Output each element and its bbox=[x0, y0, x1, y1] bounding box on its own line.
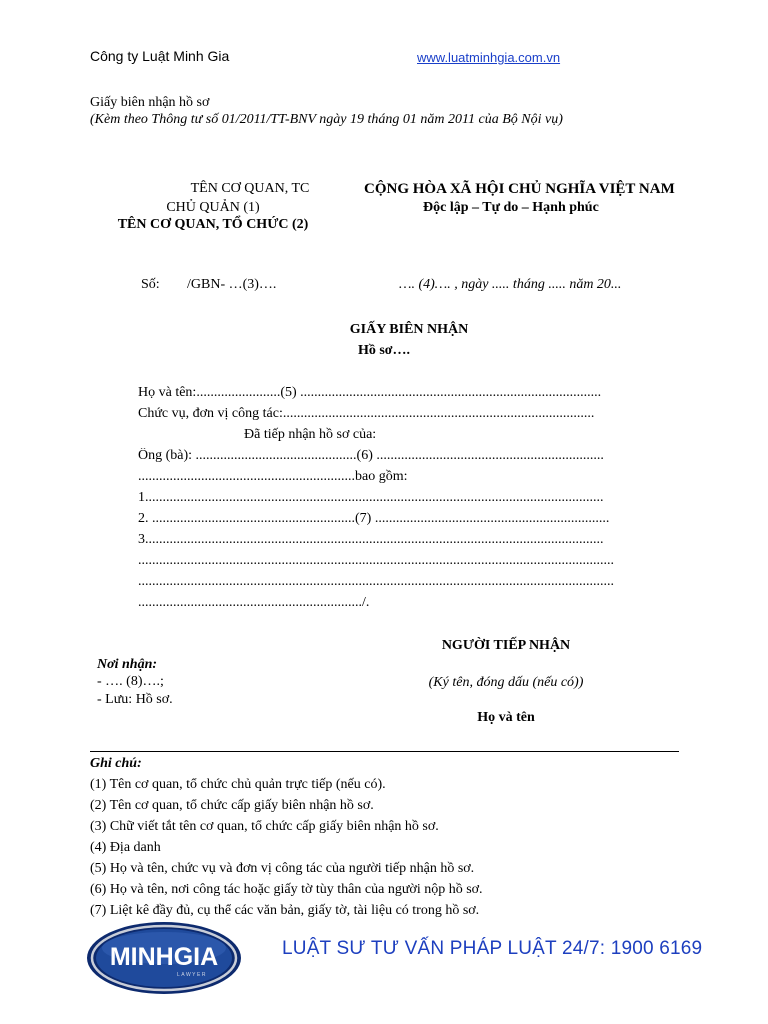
body-line-received: Đã tiếp nhận hồ sơ của: bbox=[244, 427, 377, 442]
body-line-blank2: ........................................................................................................................................ bbox=[138, 574, 614, 589]
note-item-7: (7) Liệt kê đầy đủ, cụ thể các văn bản, giấy tờ, tài liệu có trong hồ sơ. bbox=[90, 903, 480, 918]
receipt-subtitle: Hồ sơ…. bbox=[357, 343, 411, 358]
minhgia-logo bbox=[86, 921, 242, 995]
number-code: /GBN- …(3)…. bbox=[187, 277, 277, 292]
company-name: Công ty Luật Minh Gia bbox=[90, 48, 230, 64]
notes-divider bbox=[90, 751, 679, 752]
agency-line1: TÊN CƠ QUAN, TC bbox=[190, 181, 310, 196]
note-item-1: (1) Tên cơ quan, tổ chức chủ quản trực tiếp (nếu có). bbox=[90, 777, 386, 792]
body-line-name: Họ và tên:........................(5) ...................................................................................... bbox=[138, 385, 602, 400]
body-line-includes: ..............................................................bao gồm: bbox=[138, 469, 408, 484]
note-item-6: (6) Họ và tên, nơi công tác hoặc giấy tờ tùy thân của người nộp hồ sơ. bbox=[90, 882, 483, 897]
hotline-banner: LUẬT SƯ TƯ VẤN PHÁP LUẬT 24/7: 1900 6169 bbox=[282, 938, 703, 959]
logo-text: MINHGIA bbox=[109, 943, 219, 971]
website-link[interactable]: www.luatminhgia.com.vn bbox=[417, 50, 561, 65]
receipt-title: GIẤY BIÊN NHẬN bbox=[349, 322, 469, 337]
agency-line3: TÊN CƠ QUAN, TỔ CHỨC (2) bbox=[117, 217, 309, 232]
body-line-blank1: ........................................................................................................................................ bbox=[138, 553, 614, 568]
recipient-item-2: - Lưu: Hồ sơ. bbox=[97, 692, 173, 707]
body-line-submitter: Ông (bà): ..............................................(6) ................................................................. bbox=[138, 448, 604, 463]
recipients-heading: Nơi nhận: bbox=[97, 657, 158, 672]
note-item-2: (2) Tên cơ quan, tổ chức cấp giấy biên nhận hồ sơ. bbox=[90, 798, 374, 813]
body-line-end: ................................................................/. bbox=[138, 595, 370, 610]
notes-heading: Ghi chú: bbox=[90, 756, 142, 771]
note-item-5: (5) Họ và tên, chức vụ và đơn vị công tác của người tiếp nhận hồ sơ. bbox=[90, 861, 475, 876]
nation-motto: Độc lập – Tự do – Hạnh phúc bbox=[423, 200, 599, 215]
nation-title: CỘNG HÒA XÃ HỘI CHỦ NGHĨA VIỆT NAM bbox=[364, 181, 675, 197]
body-line-item2: 2. ..........................................................(7) ................................................................... bbox=[138, 511, 610, 526]
recipient-item-1: - …. (8)….; bbox=[97, 674, 164, 689]
agency-line2: CHỦ QUẢN (1) bbox=[166, 200, 260, 215]
note-item-3: (3) Chữ viết tắt tên cơ quan, tổ chức cấp giấy biên nhận hồ sơ. bbox=[90, 819, 439, 834]
signer-note: (Ký tên, đóng dấu (nếu có)) bbox=[428, 675, 584, 690]
signer-name: Họ và tên bbox=[477, 710, 535, 725]
logo-subtext: LAWYER bbox=[177, 972, 207, 978]
doc-attachment-note: (Kèm theo Thông tư số 01/2011/TT-BNV ngày 19 tháng 01 năm 2011 của Bộ Nội vụ) bbox=[90, 112, 563, 127]
body-line-position: Chức vụ, đơn vị công tác:......................................................................................... bbox=[138, 406, 595, 421]
body-line-item1: 1................................................................................................................................... bbox=[138, 490, 604, 505]
number-label: Số: bbox=[141, 277, 160, 292]
body-line-item3: 3................................................................................................................................... bbox=[138, 532, 604, 547]
place-date: …. (4)…. , ngày ..... tháng ..... năm 20... bbox=[399, 277, 622, 292]
signer-title: NGƯỜI TIẾP NHẬN bbox=[441, 638, 571, 653]
doc-title: Giấy biên nhận hồ sơ bbox=[90, 95, 210, 110]
note-item-4: (4) Địa danh bbox=[90, 840, 161, 855]
